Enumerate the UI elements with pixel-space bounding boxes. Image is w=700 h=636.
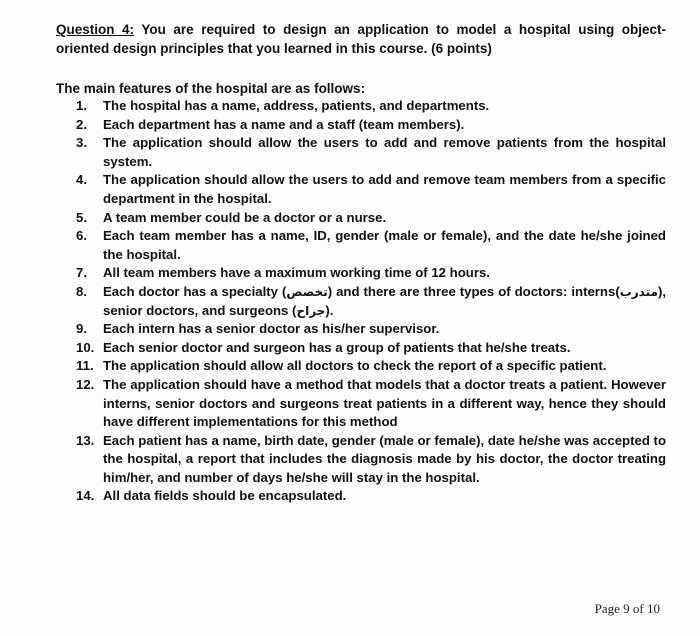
item-number: 3. — [76, 135, 87, 151]
item-text: The application should have a method that models that a doctor treats a patient. However interns, senior doctors and surgeons treat patients in a different way, hence they should have different implementations for this method — [103, 376, 666, 430]
item-text: Each patient has a name, birth date, gender (male or female), date he/she was accepted to the hospital, a report that includes the diagnosis made by his doctor, the doctor treating him/her, and number of days he/she will stay in the hospital. — [103, 432, 666, 485]
item-text: The hospital has a name, address, patients, and departments. — [103, 98, 490, 113]
list-item — [56, 116, 666, 135]
item-text-part3: ), senior doctors, and surgeons ( — [103, 283, 667, 318]
item-number: 4. — [76, 172, 87, 188]
list-item — [56, 432, 666, 488]
list-item — [56, 357, 666, 376]
arabic-specialty: تخصص — [286, 284, 328, 299]
item-number: 9. — [76, 321, 87, 337]
list-item — [56, 320, 666, 339]
list-item — [56, 339, 666, 358]
features-intro: The main features of the hospital are as follows: — [56, 81, 366, 96]
item-number: 13. — [76, 432, 95, 448]
item-number: 11. — [76, 358, 94, 374]
item-text: A team member could be a doctor or a nurse. — [103, 209, 387, 225]
list-item — [56, 134, 666, 171]
item-number: 14. — [76, 488, 95, 504]
item-number: 1. — [76, 98, 87, 113]
question-label: Question 4: — [56, 22, 135, 37]
item-number: 6. — [76, 228, 87, 244]
arabic-intern: متدرب — [619, 284, 658, 299]
item-number: 7. — [76, 265, 87, 281]
item-number: 12. — [76, 376, 95, 392]
item-text: Each senior doctor and surgeon has a group of patients that he/she treats. — [103, 339, 571, 355]
item-text: All data fields should be encapsulated. — [103, 488, 347, 504]
item-text-part1: Each doctor has a specialty ( — [103, 283, 287, 299]
item-text: All team members have a maximum working time of 12 hours. — [103, 265, 490, 281]
list-item — [56, 227, 666, 264]
item-text: Each department has a name and a staff (team members). — [103, 116, 465, 132]
page-number: Page 9 of 10 — [594, 601, 660, 616]
list-item — [56, 171, 666, 208]
item-text: The application should allow the users to add and remove patients from the hospital system. — [103, 135, 666, 169]
item-number: 10. — [76, 339, 95, 355]
item-text-part4: ). — [325, 302, 334, 318]
item-number: 8. — [76, 283, 87, 299]
list-item — [56, 376, 666, 432]
list-item — [56, 97, 666, 116]
features-list — [56, 97, 666, 506]
item-text: Each intern has a senior doctor as his/her supervisor. — [103, 321, 440, 337]
item-text: The application should allow the users to add and remove team members from a specific department in the hospital. — [103, 172, 666, 206]
list-item — [56, 264, 666, 283]
arabic-surgeon: جراح — [296, 303, 326, 318]
item-text-part2: ) and there are three types of doctors: interns( — [327, 283, 620, 299]
list-item — [56, 487, 666, 506]
question-heading — [56, 20, 666, 58]
item-number: 5. — [76, 209, 87, 225]
list-item — [56, 283, 666, 320]
item-text: Each team member has a name, ID, gender (male or female), and the date he/she joined the hospital. — [103, 228, 666, 262]
item-number: 2. — [76, 116, 87, 132]
list-item — [56, 209, 666, 228]
question-text: You are required to design an application to model a hospital using object-oriented design principles that you learned in this course. (6 points) — [56, 22, 666, 56]
item-text: The application should allow all doctors to check the report of a specific patient. — [103, 358, 607, 374]
